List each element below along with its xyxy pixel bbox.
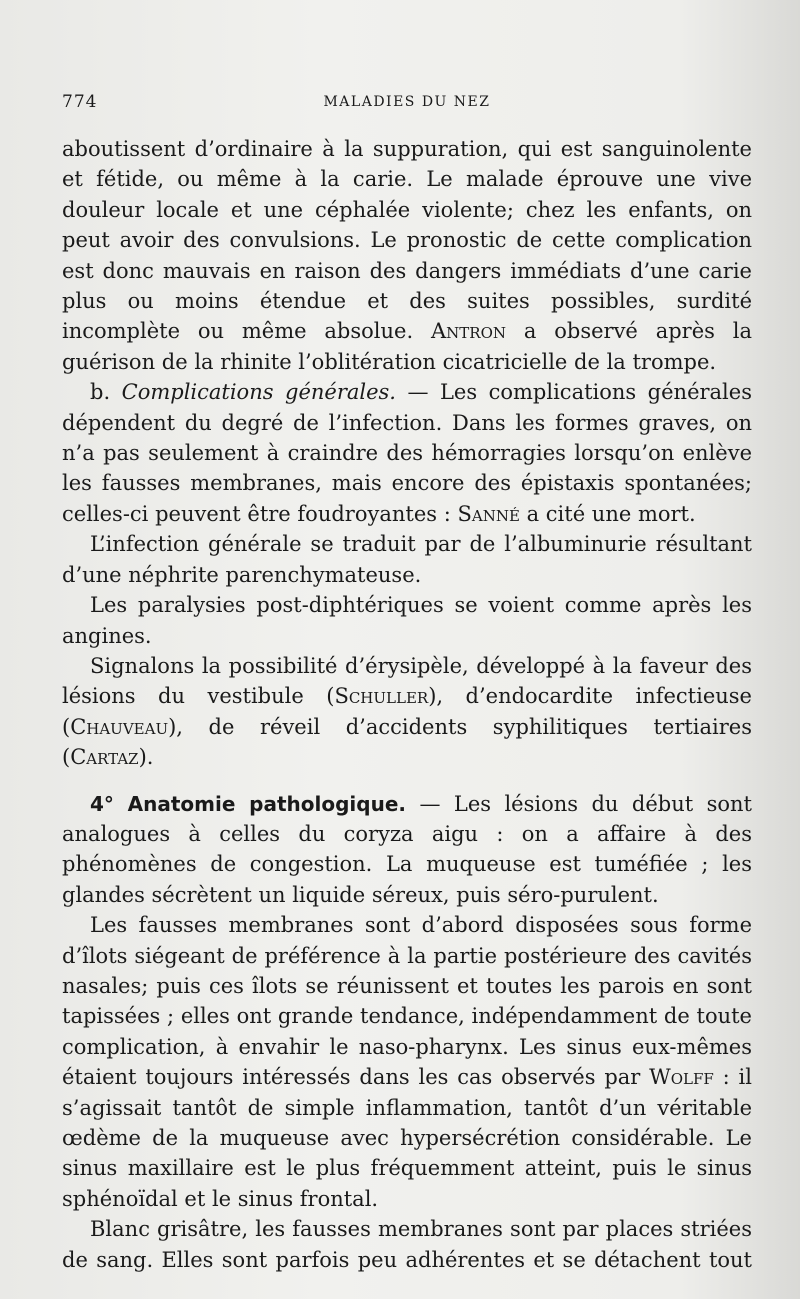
paragraph-8: Blanc grisâtre, les fausses membranes sont par places striées de sang. Elles sont parfois peu adhérentes et se détachent tout bbox=[62, 1217, 752, 1272]
paragraph-5 bbox=[62, 651, 752, 773]
paragraph-1-text: aboutissent d’ordinaire à la suppuration, qui est sanguinolente et fétide, ou même à la carie. Le malade éprouve une vive douleur locale et une céphalée violente; chez les enfants, on peut avoir des convulsions. Le pronostic de cette complication est donc mauvais en raison des dangers immédiats d’une carie plus ou moins étendue et des suites possibles, surdité incomplète ou même absolue. bbox=[62, 137, 752, 344]
author-wolff: Wolff bbox=[649, 1065, 714, 1090]
body-text bbox=[62, 134, 752, 1275]
author-sanne: Sanné bbox=[457, 501, 520, 526]
subsection-label: b. bbox=[90, 380, 111, 405]
paragraph-6-text: — Les lésions du début sont analogues à celles du coryza aigu : on a affaire à des phénomènes de congestion. La muqueuse est tuméfiée ; les glandes sécrètent un liquide séreux, puis séro-purulent. bbox=[62, 791, 752, 907]
paragraph-1 bbox=[62, 134, 752, 377]
author-antron: Antron bbox=[431, 319, 507, 344]
paragraph-complications bbox=[62, 377, 752, 529]
paragraph-anatomie bbox=[62, 789, 752, 911]
running-head: MALADIES DU NEZ bbox=[323, 94, 491, 110]
paragraph-1-end: a observé après la guérison de la rhinite l’oblitération cicatricielle de la trompe. bbox=[62, 319, 752, 374]
paragraph-5-d: ). bbox=[138, 745, 154, 770]
paragraph-2-text: — Les complications générales dépendent du degré de l’infection. Dans les formes graves, on n’a pas seulement à craindre des hémorragies lorsqu’on enlève les fausses membranes, mais encore des épistaxis spontanées; celles-ci peuvent être foudroyantes : bbox=[62, 380, 752, 526]
author-schuller: Schuller bbox=[334, 684, 429, 709]
paragraph-3: L’infection générale se traduit par de l’albuminurie résultant d’une néphrite parenchymateuse. bbox=[62, 532, 752, 587]
paragraph-5-b: ), d’endocardite infectieuse ( bbox=[62, 684, 752, 739]
paragraph-4: Les paralysies post-diphtériques se voient comme après les angines. bbox=[62, 593, 752, 648]
paragraph-2-end: a cité une mort. bbox=[526, 501, 696, 526]
paragraph-7-b: : il s’agissait tantôt de simple inflammation, tantôt d’un véritable œdème de la muqueuse avec hypersécrétion considérable. Le sinus maxillaire est le plus fréquemment atteint, puis le sinus sphénoïdal et le sinus frontal. bbox=[62, 1065, 752, 1211]
author-cartaz: Cartaz bbox=[70, 745, 139, 770]
section-title: 4° Anatomie pathologique. bbox=[90, 791, 406, 816]
paragraph-5-c: ), de réveil d’accidents syphilitiques tertiaires ( bbox=[62, 714, 752, 770]
paragraph-7-a: Les fausses membranes sont d’abord disposées sous forme d’îlots siégeant de préférence à la partie postérieure des cavités nasales; puis ces îlots se réunissent et toutes les parois en sont tapissées ; elles ont grande tendance, indépendamment de toute complication, à envahir le naso-pharynx. Les sinus eux-mêmes étaient toujours intéressés dans les cas observés par bbox=[62, 913, 752, 1090]
page-header bbox=[62, 92, 752, 118]
page-number: 774 bbox=[62, 92, 98, 112]
paragraph-5-a: Signalons la possibilité d’érysipèle, développé à la faveur des lésions du vestibule ( bbox=[62, 653, 752, 709]
author-chauveau: Chauveau bbox=[70, 714, 169, 739]
subsection-title: Complications générales. bbox=[121, 380, 396, 405]
paragraph-7 bbox=[62, 910, 752, 1214]
